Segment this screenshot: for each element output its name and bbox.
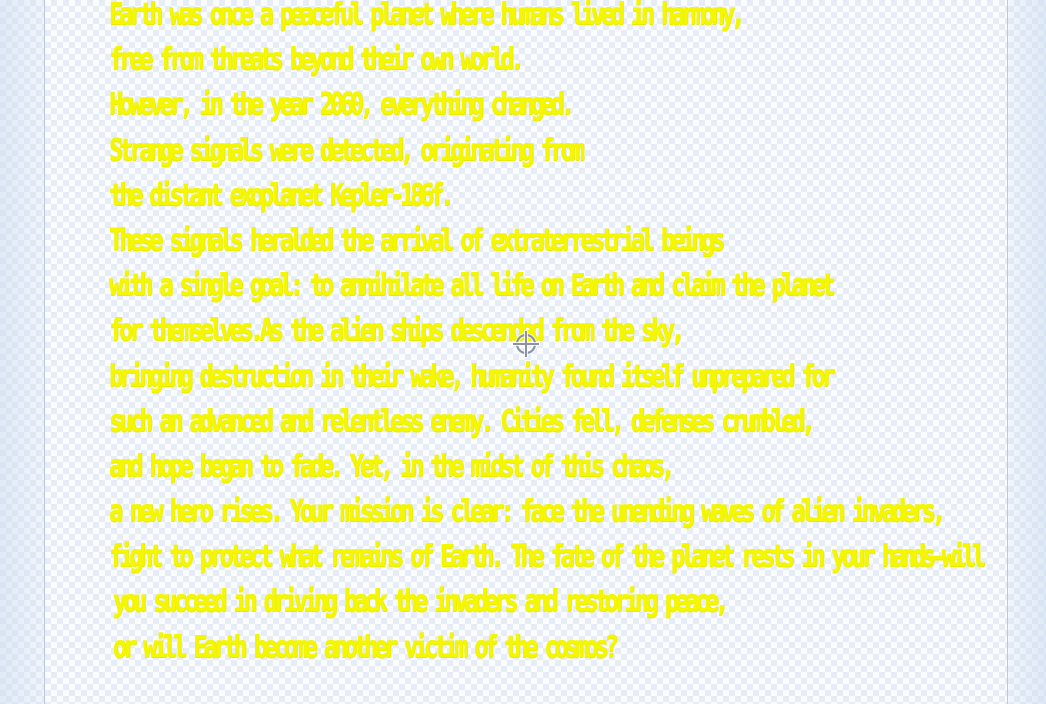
story-line: Strange signals were detected, originating from <box>109 132 581 168</box>
story-line: such an advanced and relentless enemy. Cities fell, defenses crumbled, <box>109 403 812 439</box>
story-line: Earth was once a peaceful planet where humans lived in harmony, <box>109 0 742 32</box>
story-line: bringing destruction in their wake, humanity found itself unprepared for <box>109 358 832 394</box>
left-backdrop <box>0 0 44 704</box>
story-line: the distant exoplanet Kepler-186f. <box>109 177 451 213</box>
story-line: free from threats beyond their own world. <box>109 42 521 78</box>
story-line: with a single goal: to annihilate all life on Earth and claim the planet <box>109 268 832 304</box>
story-line: a new hero rises. Your mission is clear: face the unending waves of alien invaders, <box>109 494 942 530</box>
story-line: and hope began to fade. Yet, in the midst of this chaos, <box>109 448 671 484</box>
story-line: However, in the year 2060, everything changed. <box>109 87 571 123</box>
intro-story-text <box>109 0 1046 670</box>
story-line: for themselves.As the alien ships descended from the sky, <box>109 313 681 349</box>
crosshair-cursor-icon <box>510 328 542 360</box>
game-canvas[interactable] <box>44 0 1008 704</box>
story-line: fight to protect what remains of Earth. The fate of the planet rests in your hands—will <box>109 539 982 575</box>
story-line: you succeed in driving back the invaders and restoring peace, <box>112 584 725 620</box>
story-line: These signals heralded the arrival of extraterrestrial beings <box>109 222 721 258</box>
story-line: or will Earth become another victim of the cosmos? <box>112 629 615 665</box>
